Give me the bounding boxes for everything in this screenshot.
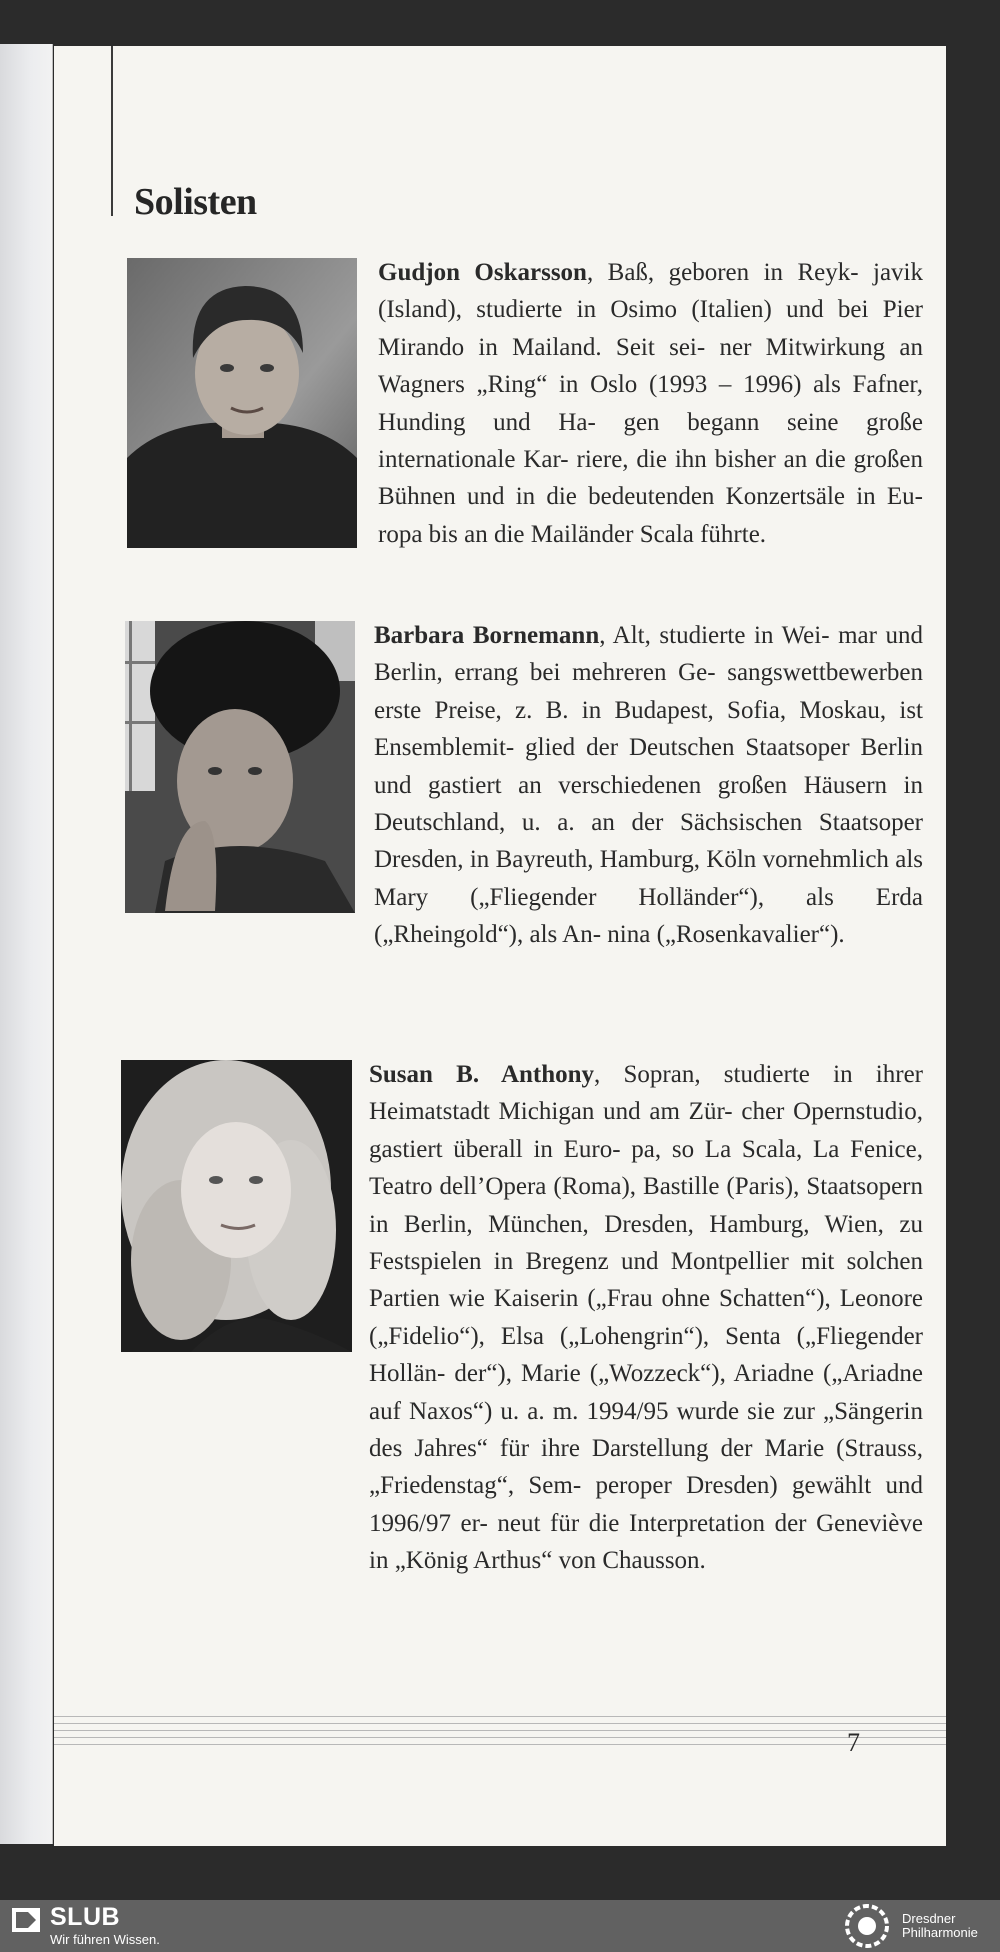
slub-logo-icon xyxy=(12,1908,40,1932)
library-tagline: Wir führen Wissen. xyxy=(50,1932,160,1947)
partner-name xyxy=(902,1912,998,1940)
portrait-photo-oskarsson xyxy=(127,258,357,548)
page-number: 7 xyxy=(847,1728,860,1757)
facing-page-edge xyxy=(0,44,53,1844)
bio-bornemann xyxy=(374,617,923,954)
dresdner-philharmonie-logo-icon xyxy=(840,1903,894,1949)
bio-oskarsson xyxy=(378,254,923,553)
portrait-photo-bornemann xyxy=(125,621,355,913)
portrait-photo-anthony xyxy=(121,1060,352,1352)
digitization-footer xyxy=(0,1900,1000,1952)
library-name: SLUB xyxy=(50,1903,121,1931)
partner-name-line1: Dresdner xyxy=(902,1911,956,1926)
page-heading: Solisten xyxy=(134,181,257,223)
bio-text: , Alt, studierte in Wei- mar und Berlin, errang bei mehreren Ge- sangswettbewerben erste Preise, z. B. in Budapest, Sofia, Moskau, ist Ensemblemit- glied der Deutschen Staatsoper Berlin und gastiert an verschiedenen großen Häusern in Deutschland, u. a. an der Sächsischen Staatsoper Dresden, in Bayreuth, Hamburg, Köln vornehmlich als Mary („Fliegender Holländer“), als Erda („Rheingold“), als An- nina („Rosenkavalier“). xyxy=(374,622,923,949)
bio-text: , Sopran, studierte in ihrer Heimatstadt Michigan und am Zür- cher Opernstudio, gastiert überall in Euro- pa, so La Scala, La Fenice, Teatro dell’Opera (Roma), Bastille (Paris), Staatsopern in Berlin, München, Dresden, Hamburg, Wien, zu Festspielen in Bregenz und Montpellier mit solchen Partien wie Kaiserin („Frau ohne Schatten“), Leonore („Fidelio“), Elsa („Lohengrin“), Senta („Fliegender Hollän- der“), Marie („Wozzeck“), Ariadne („Ariadne auf Naxos“) u. a. m. 1994/95 wurde sie zur „Sängerin des Jahres“ für ihre Darstellung der Marie (Strauss, „Friedenstag“, Sem- peroper Dresden) gewählt und 1996/97 er- neut für die Interpretation der Geneviève in „König Arthus“ von Chausson. xyxy=(369,1061,923,1575)
soloist-name: Susan B. Anthony xyxy=(369,1061,595,1088)
soloist-name: Gudjon Oskarsson xyxy=(378,259,587,286)
brochure-page xyxy=(54,46,946,1846)
bio-text: , Baß, geboren in Reyk- javik (Island), studierte in Osimo (Italien) und bei Pier Mirando in Mailand. Seit sei- ner Mitwirkung an Wagners „Ring“ in Oslo (1993 – 1996) als Fafner, Hunding und Ha- gen begann seine große internationale Kar- riere, die ihn bisher an die großen Bühnen und in die bedeutenden Konzertsäle in Eu- ropa bis an die Mailänder Scala führte. xyxy=(378,259,923,548)
partner-name-line2: Philharmonie xyxy=(902,1925,978,1940)
soloist-name: Barbara Bornemann xyxy=(374,622,600,649)
vertical-rule xyxy=(111,46,113,216)
bio-anthony xyxy=(369,1056,923,1580)
decorative-staff-lines xyxy=(54,1716,946,1756)
